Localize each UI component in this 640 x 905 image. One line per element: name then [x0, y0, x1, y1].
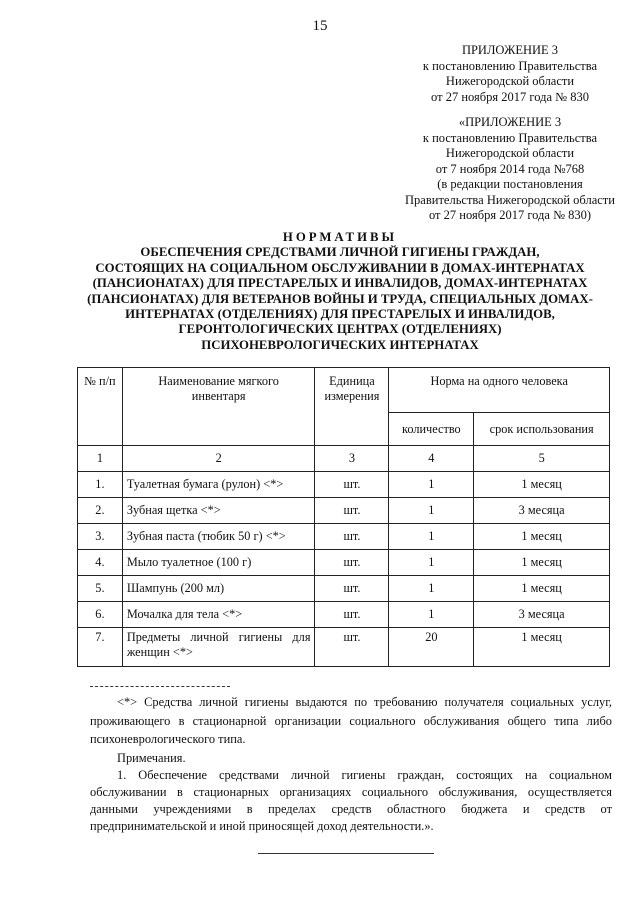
- row-qty: 1: [389, 472, 474, 498]
- row-term: 1 месяц: [474, 576, 610, 602]
- row-name: Зубная щетка <*>: [122, 498, 315, 524]
- col-number: 1: [78, 446, 123, 472]
- row-name: Туалетная бумага (рулон) <*>: [122, 472, 315, 498]
- end-divider: [258, 853, 434, 854]
- row-unit: шт.: [315, 498, 389, 524]
- table-row: [78, 576, 610, 602]
- norms-table: [77, 367, 610, 667]
- row-num: 2.: [78, 498, 123, 524]
- appendix-line: от 7 ноября 2014 года №768: [435, 161, 585, 176]
- column-numbers-row: [78, 446, 610, 472]
- header-unit: Единица измерения: [315, 368, 389, 446]
- row-num: 7.: [78, 628, 123, 667]
- table-row: [78, 550, 610, 576]
- row-qty: 1: [389, 550, 474, 576]
- document-title: [60, 230, 620, 353]
- row-name: Мыло туалетное (100 г): [122, 550, 315, 576]
- title-line: ГЕРОНТОЛОГИЧЕСКИХ ЦЕНТРАХ (ОТДЕЛЕНИЯХ): [178, 322, 502, 337]
- header-qty: количество: [389, 413, 474, 446]
- appendix-line: от 27 ноября 2017 года № 830: [431, 89, 589, 104]
- row-qty: 1: [389, 498, 474, 524]
- row-unit: шт.: [315, 628, 389, 667]
- title-heading: НОРМАТИВЫ: [282, 230, 398, 244]
- row-num: 6.: [78, 602, 123, 628]
- note-1: 1. Обеспечение средствами личной гигиены граждан, состоящих на социальном обслуживании в стационарных организациях социального обслуживания, осуществляется данными учреждениями в пределах средств областного бюджета и средств от предпринимательской и иной приносящей доход деятельности.».: [90, 768, 612, 833]
- notes-heading: Примечания.: [117, 750, 186, 765]
- col-number: 3: [315, 446, 389, 472]
- table-row: [78, 628, 610, 667]
- row-unit: шт.: [315, 602, 389, 628]
- appendix-line: к постановлению Правительства: [422, 58, 598, 73]
- row-term: 1 месяц: [474, 550, 610, 576]
- header-term: срок использования: [474, 413, 610, 446]
- header-norm: Норма на одного человека: [389, 368, 610, 413]
- row-num: 5.: [78, 576, 123, 602]
- row-term: 3 месяца: [474, 498, 610, 524]
- row-num: 1.: [78, 472, 123, 498]
- title-line: (ПАНСИОНАТАХ) ДЛЯ ПРЕСТАРЕЛЫХ И ИНВАЛИДОВ, ДОМАХ-ИНТЕРНАТАХ: [92, 276, 588, 291]
- row-term: 3 месяца: [474, 602, 610, 628]
- header-name: Наименование мягкого инвентаря: [122, 368, 315, 446]
- table-row: [78, 602, 610, 628]
- title-line: (ПАНСИОНАТАХ) ДЛЯ ВЕТЕРАНОВ ВОЙНЫ И ТРУДА, СПЕЦИАЛЬНЫХ ДОМАХ-: [87, 291, 593, 306]
- row-name: Зубная паста (тюбик 50 г) <*>: [122, 524, 315, 550]
- row-qty: 1: [389, 524, 474, 550]
- table-row: [78, 472, 610, 498]
- title-line: ОБЕСПЕЧЕНИЯ СРЕДСТВАМИ ЛИЧНОЙ ГИГИЕНЫ ГРАЖДАН,: [140, 245, 540, 260]
- appendix-line: ПРИЛОЖЕНИЕ 3: [461, 43, 559, 57]
- appendix-line: от 27 ноября 2017 года № 830): [428, 208, 592, 222]
- appendix-line: Нижегородской области: [445, 74, 575, 88]
- row-num: 4.: [78, 550, 123, 576]
- col-number: 4: [389, 446, 474, 472]
- appendix-line: (в редакции постановления: [437, 177, 583, 191]
- row-name: Мочалка для тела <*>: [122, 602, 315, 628]
- row-unit: шт.: [315, 524, 389, 550]
- row-term: 1 месяц: [474, 524, 610, 550]
- row-unit: шт.: [315, 550, 389, 576]
- row-qty: 1: [389, 576, 474, 602]
- row-unit: шт.: [315, 472, 389, 498]
- row-qty: 20: [389, 628, 474, 667]
- footnote-divider: [90, 686, 230, 687]
- title-line: ИНТЕРНАТАХ (ОТДЕЛЕНИЯХ) ДЛЯ ПРЕСТАРЕЛЫХ И ИНВАЛИДОВ,: [125, 307, 555, 322]
- table-row: [78, 498, 610, 524]
- appendix-line: «ПРИЛОЖЕНИЕ 3: [458, 115, 562, 129]
- appendix-line: к постановлению Правительства: [422, 130, 598, 145]
- row-name: Предметы личной гигиены для женщин <*>: [122, 628, 315, 667]
- appendix-line: Нижегородской области: [445, 146, 575, 160]
- table-row: [78, 524, 610, 550]
- row-term: 1 месяц: [474, 628, 610, 667]
- row-num: 3.: [78, 524, 123, 550]
- footnote: <*> Средства личной гигиены выдаются по требованию получателя социальных услуг, проживающего в стационарной организации социального обслуживания общего типа либо психоневрологического типа.: [90, 695, 612, 746]
- header-num: № п/п: [78, 368, 123, 446]
- page-number: 15: [312, 18, 328, 34]
- appendix-new: [380, 43, 640, 105]
- title-line: СОСТОЯЩИХ НА СОЦИАЛЬНОМ ОБСЛУЖИВАНИИ В ДОМАХ-ИНТЕРНАТАХ: [95, 260, 585, 275]
- row-name: Шампунь (200 мл): [122, 576, 315, 602]
- col-number: 5: [474, 446, 610, 472]
- title-line: ПСИХОНЕВРОЛОГИЧЕСКИХ ИНТЕРНАТАХ: [201, 337, 479, 352]
- row-unit: шт.: [315, 576, 389, 602]
- col-number: 2: [122, 446, 315, 472]
- appendix-line: Правительства Нижегородской области: [405, 192, 615, 207]
- row-term: 1 месяц: [474, 472, 610, 498]
- appendix-old: [380, 115, 640, 224]
- row-qty: 1: [389, 602, 474, 628]
- footnotes: [90, 686, 612, 835]
